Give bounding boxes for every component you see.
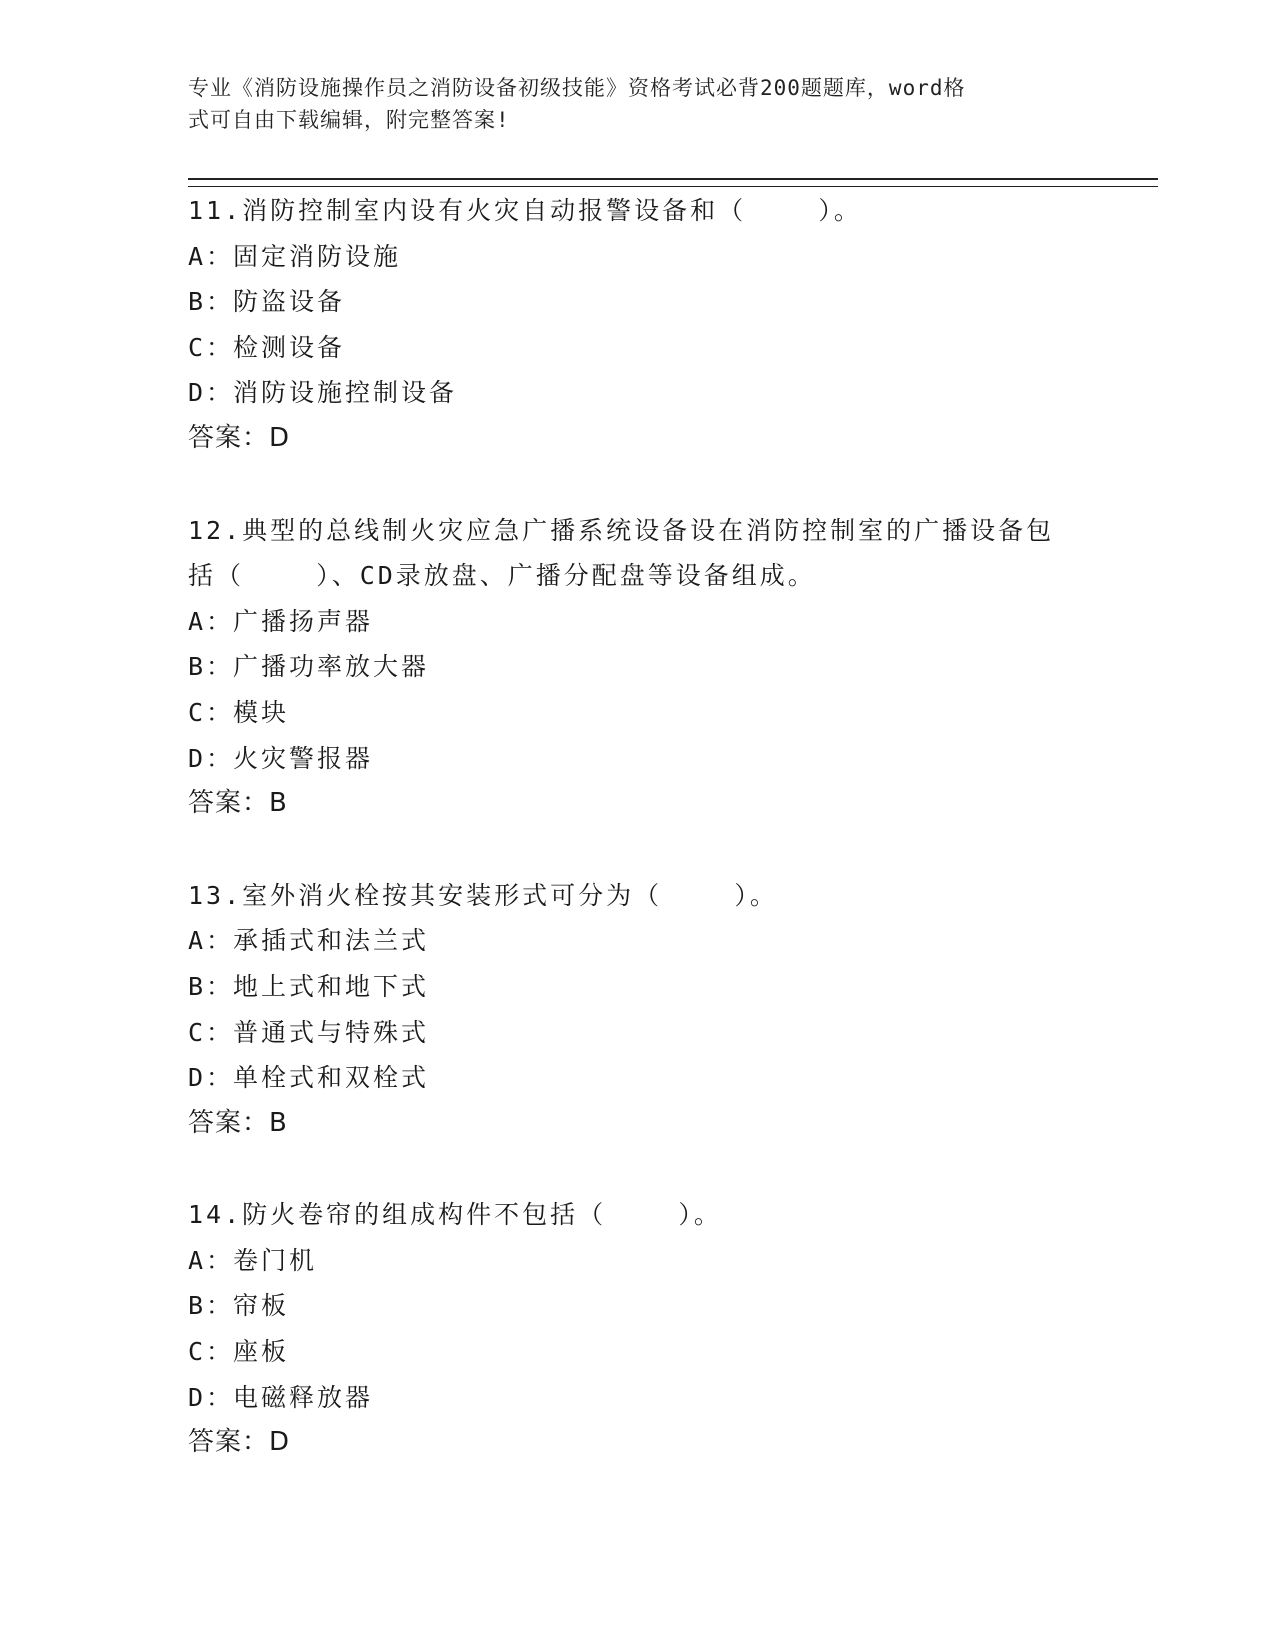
option-c	[188, 1329, 1088, 1375]
option-text: 消防设施控制设备	[233, 378, 458, 408]
option-b	[188, 1283, 1088, 1329]
question-stem: 14.防火卷帘的组成构件不包括（ ）。	[188, 1200, 722, 1230]
option-text: 单栓式和双栓式	[233, 1063, 430, 1093]
answer-line: 答案：B	[188, 1107, 288, 1138]
option-text: 帘板	[233, 1291, 290, 1321]
option-d	[188, 736, 1088, 782]
option-c	[188, 325, 1088, 371]
option-c	[188, 1010, 1088, 1056]
option-letter: C：	[188, 1337, 235, 1367]
option-a	[188, 918, 1088, 964]
option-letter: C：	[188, 1017, 235, 1047]
option-letter: B：	[188, 1291, 235, 1321]
question-14	[188, 1192, 1088, 1466]
option-b	[188, 644, 1088, 690]
answer-line: 答案：D	[188, 422, 291, 453]
option-a	[188, 599, 1088, 645]
option-text: 普通式与特殊式	[233, 1017, 430, 1047]
option-d	[188, 1055, 1088, 1101]
option-letter: C：	[188, 697, 235, 727]
option-letter: B：	[188, 652, 235, 682]
option-b	[188, 964, 1088, 1010]
option-text: 防盗设备	[233, 287, 346, 317]
option-text: 模块	[233, 697, 290, 727]
header-line-1: 专业《消防设施操作员之消防设备初级技能》资格考试必背200题题库，word格	[188, 76, 966, 100]
option-letter: D：	[188, 1382, 235, 1412]
option-letter: C：	[188, 332, 235, 362]
question-list	[188, 188, 1088, 1512]
option-a	[188, 234, 1088, 280]
question-12	[188, 508, 1088, 827]
option-b	[188, 279, 1088, 325]
option-letter: A：	[188, 926, 235, 956]
option-text: 座板	[233, 1337, 290, 1367]
header-line-2: 式可自由下载编辑，附完整答案!	[188, 108, 510, 132]
answer-line: 答案：D	[188, 1427, 291, 1458]
question-stem-continued: 括（ ）、CD录放盘、广播分配盘等设备组成。	[188, 561, 816, 591]
question-stem: 13.室外消火栓按其安装形式可分为（ ）。	[188, 880, 778, 910]
option-letter: A：	[188, 241, 235, 271]
option-text: 电磁释放器	[233, 1382, 374, 1412]
option-text: 广播扬声器	[233, 606, 374, 636]
option-d	[188, 1375, 1088, 1421]
option-text: 固定消防设施	[233, 241, 402, 271]
option-letter: A：	[188, 606, 235, 636]
option-text: 广播功率放大器	[233, 652, 430, 682]
question-stem: 12.典型的总线制火灾应急广播系统设备设在消防控制室的广播设备包	[188, 515, 1055, 545]
option-letter: D：	[188, 743, 235, 773]
option-text: 检测设备	[233, 332, 346, 362]
option-letter: A：	[188, 1245, 235, 1275]
question-13	[188, 873, 1088, 1147]
answer-line: 答案：B	[188, 788, 288, 819]
option-text: 火灾警报器	[233, 743, 374, 773]
question-stem: 11.消防控制室内设有火灾自动报警设备和（ ）。	[188, 196, 862, 225]
option-text: 地上式和地下式	[233, 971, 430, 1001]
option-letter: D：	[188, 378, 235, 408]
option-a	[188, 1238, 1088, 1284]
question-11	[188, 188, 1088, 462]
option-text: 卷门机	[233, 1245, 318, 1275]
option-text: 承插式和法兰式	[233, 926, 430, 956]
option-letter: D：	[188, 1063, 235, 1093]
header-divider	[188, 178, 1158, 187]
option-letter: B：	[188, 971, 235, 1001]
option-d	[188, 370, 1088, 416]
option-letter: B：	[188, 287, 235, 317]
document-header	[188, 72, 1068, 136]
option-c	[188, 690, 1088, 736]
